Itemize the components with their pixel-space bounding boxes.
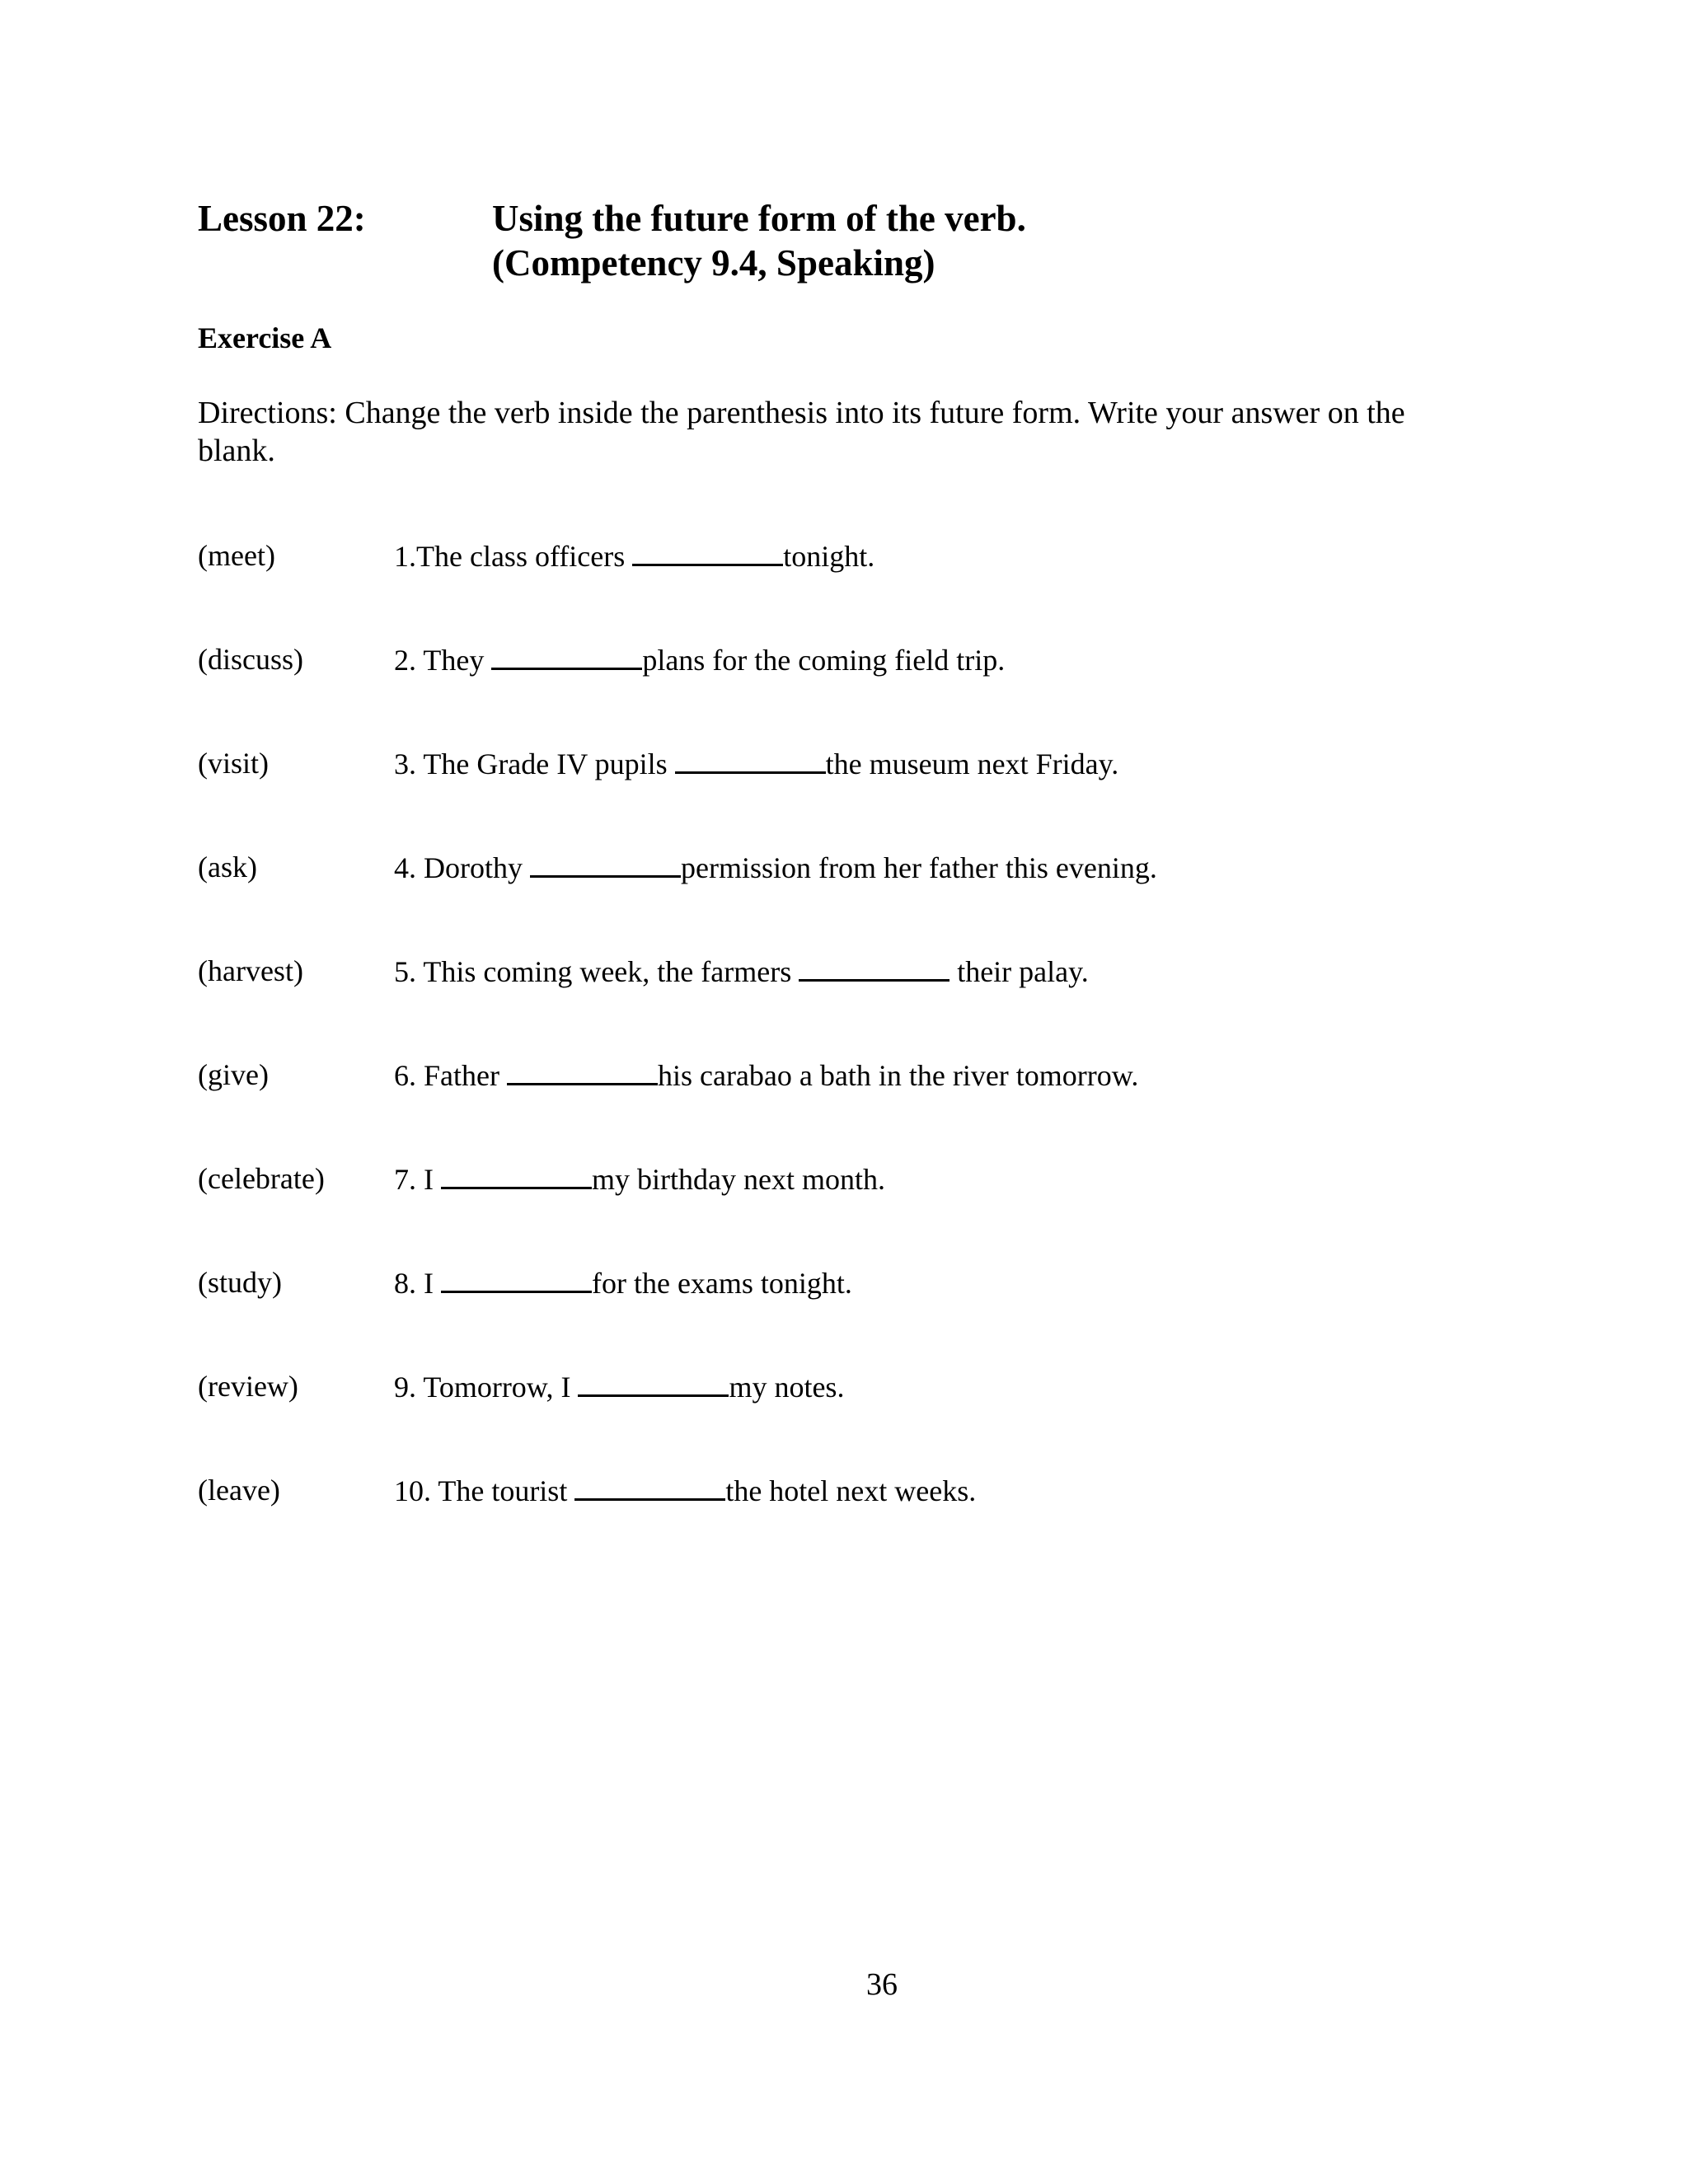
- lesson-label: Lesson 22:: [198, 198, 366, 239]
- item-text-before: 10. The tourist: [394, 1474, 575, 1507]
- item-verb: (discuss): [198, 643, 303, 676]
- item-sentence: [394, 1366, 844, 1407]
- item-text-after: my notes.: [729, 1371, 845, 1404]
- item-sentence: [394, 640, 1005, 680]
- item-text-after: my birthday next month.: [592, 1163, 885, 1196]
- lesson-title-line-1: Using the future form of the verb.: [492, 198, 1026, 239]
- item-sentence: [394, 536, 874, 576]
- item-text-after: for the exams tonight.: [592, 1267, 852, 1300]
- item-text-after: tonight.: [783, 540, 875, 573]
- item-text-before: 3. The Grade IV pupils: [394, 748, 675, 780]
- answer-blank[interactable]: [675, 743, 826, 774]
- item-sentence: [394, 1470, 976, 1511]
- item-verb: (ask): [198, 851, 257, 883]
- item-verb: (review): [198, 1370, 298, 1403]
- item-sentence: [394, 951, 1089, 991]
- item-verb: (celebrate): [198, 1162, 325, 1195]
- item-text-after: his carabao a bath in the river tomorrow.: [657, 1059, 1139, 1092]
- item-text-after: the hotel next weeks.: [725, 1474, 977, 1507]
- lesson-title: [492, 196, 1026, 285]
- item-verb: (harvest): [198, 954, 303, 987]
- item-verb: (give): [198, 1058, 269, 1091]
- answer-blank[interactable]: [441, 1159, 592, 1189]
- item-verb: (meet): [198, 539, 275, 572]
- item-verb: (study): [198, 1266, 282, 1299]
- lesson-title-line-2: (Competency 9.4, Speaking): [492, 242, 935, 284]
- answer-blank[interactable]: [574, 1470, 725, 1501]
- item-text-before: 9. Tomorrow, I: [394, 1371, 579, 1404]
- item-sentence: [394, 1055, 1138, 1095]
- answer-blank[interactable]: [799, 951, 950, 982]
- item-text-before: 5. This coming week, the farmers: [394, 955, 799, 988]
- item-sentence: [394, 743, 1118, 784]
- page-number: 36: [866, 1967, 898, 2002]
- item-text-before: 1.The class officers: [394, 540, 633, 573]
- answer-blank[interactable]: [491, 640, 642, 670]
- answer-blank[interactable]: [578, 1366, 729, 1397]
- directions-text: Directions: Change the verb inside the parenthesis into its future form. Write your answer on the blank.: [198, 396, 1405, 468]
- answer-blank[interactable]: [507, 1055, 658, 1085]
- item-text-before: 2. They: [394, 644, 492, 677]
- item-sentence: [394, 847, 1157, 888]
- item-text-before: 7. I: [394, 1163, 441, 1196]
- answer-blank[interactable]: [530, 847, 681, 878]
- answer-blank[interactable]: [632, 536, 783, 566]
- item-text-before: 8. I: [394, 1267, 441, 1300]
- item-text-after: the museum next Friday.: [825, 748, 1119, 780]
- item-text-before: 4. Dorothy: [394, 851, 530, 884]
- item-sentence: [394, 1263, 852, 1303]
- item-text-after: their palay.: [950, 955, 1089, 988]
- item-text-after: permission from her father this evening.: [681, 851, 1157, 884]
- item-verb: (visit): [198, 747, 269, 780]
- item-verb: (leave): [198, 1474, 280, 1507]
- item-text-after: plans for the coming field trip.: [642, 644, 1006, 677]
- item-sentence: [394, 1159, 885, 1199]
- answer-blank[interactable]: [441, 1263, 592, 1293]
- exercise-heading: Exercise A: [198, 321, 332, 354]
- item-text-before: 6. Father: [394, 1059, 507, 1092]
